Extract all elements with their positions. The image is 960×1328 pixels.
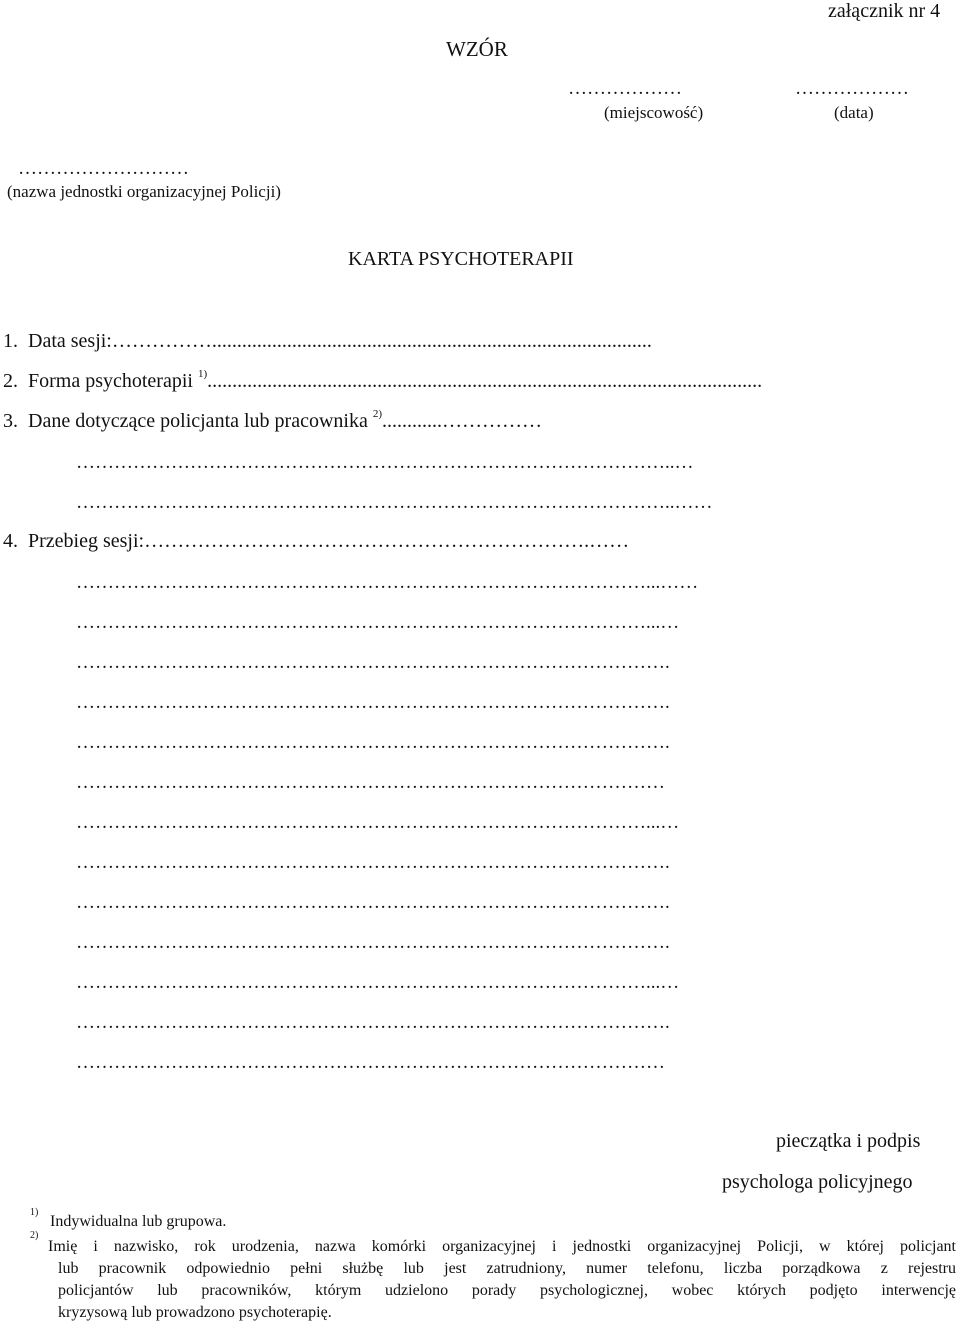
footnote-mark: 2) (30, 1230, 39, 1241)
annex-number: załącznik nr 4 (828, 0, 941, 22)
date-dots: ……………… (795, 78, 909, 99)
item-fill: ............…………… (382, 410, 543, 432)
session-line: …………………………………………………………………………………. (76, 652, 670, 673)
item-session-course (3, 530, 943, 553)
session-line: …………………………………………………………………………………. (76, 1012, 670, 1033)
item-number: 3. (3, 410, 18, 432)
item-fill: ……………........................................................................................ (111, 330, 652, 352)
session-line: …………………………………………………………………………………. (76, 692, 670, 713)
footnote-ref: 2) (372, 410, 383, 421)
date-label: (data) (834, 103, 874, 122)
session-line: …………………………………………………………………………………. (76, 732, 670, 753)
session-line: …………………………………………………………………………………. (76, 852, 670, 873)
footnote-1 (30, 1207, 227, 1231)
place-dots: ……………… (568, 78, 682, 99)
template-label: WZÓR (446, 37, 508, 61)
footnote-line: Imię i nazwisko, rok urodzenia, nazwa komórki organizacyjnej i jednostki organizacyjnej Policji, w której policjant (48, 1238, 956, 1255)
item-label: Forma psychoterapii (28, 370, 193, 392)
session-line: ………………………………………………………………………………… (76, 772, 665, 793)
item-number: 2. (3, 370, 18, 392)
signature-line-2: psychologa policyjnego (722, 1171, 913, 1193)
session-line: ………………………………………………………………………………...…… (76, 572, 699, 593)
session-line: ………………………………………………………………………………...… (76, 972, 680, 993)
signature-line-1: pieczątka i podpis (776, 1130, 921, 1152)
session-line: ………………………………………………………………………………...… (76, 612, 680, 633)
item-label: Przebieg sesji: (28, 530, 145, 552)
session-line: ………………………………………………………………………………… (76, 1052, 665, 1073)
item-officer-data (3, 410, 935, 433)
item-session-date (3, 330, 935, 353)
footnote-2 (30, 1230, 956, 1324)
officer-data-line: …………………………………………………………………………………..… (76, 452, 694, 473)
unit-label: (nazwa jednostki organizacyjnej Policji) (7, 182, 281, 201)
footnote-text: Indywidualna lub grupowa. (50, 1213, 227, 1230)
item-label: Dane dotyczące policjanta lub pracownika (28, 410, 368, 432)
item-number: 4. (3, 530, 18, 552)
item-label: Data sesji: (28, 330, 112, 352)
session-line: …………………………………………………………………………………. (76, 932, 670, 953)
item-fill: ………………………………………………………….…… (144, 530, 630, 552)
footnote-mark: 1) (30, 1207, 39, 1218)
footnote-line: lub pracownik odpowiednio pełni służbę lub jest zatrudniony, numer telefonu, liczba porządkowa z rejestru (58, 1260, 956, 1277)
item-fill: ............................................................................................................... (207, 370, 763, 392)
session-line: …………………………………………………………………………………. (76, 892, 670, 913)
document-title: KARTA PSYCHOTERAPII (348, 248, 574, 270)
item-number: 1. (3, 330, 18, 352)
item-therapy-form (3, 370, 935, 393)
footnote-line: kryzysową lub prowadzono psychoterapię. (58, 1304, 332, 1321)
unit-dots: ……………………… (18, 158, 189, 179)
officer-data-line: …………………………………………………………………………………..…… (76, 492, 713, 513)
footnote-line: policjantów lub pracowników, którym udzielono porady psychologicznej, wobec których podjęto interwencję (58, 1282, 956, 1299)
footnote-ref: 1) (197, 370, 208, 381)
place-label: (miejscowość) (604, 103, 704, 122)
session-line: ………………………………………………………………………………...… (76, 812, 680, 833)
